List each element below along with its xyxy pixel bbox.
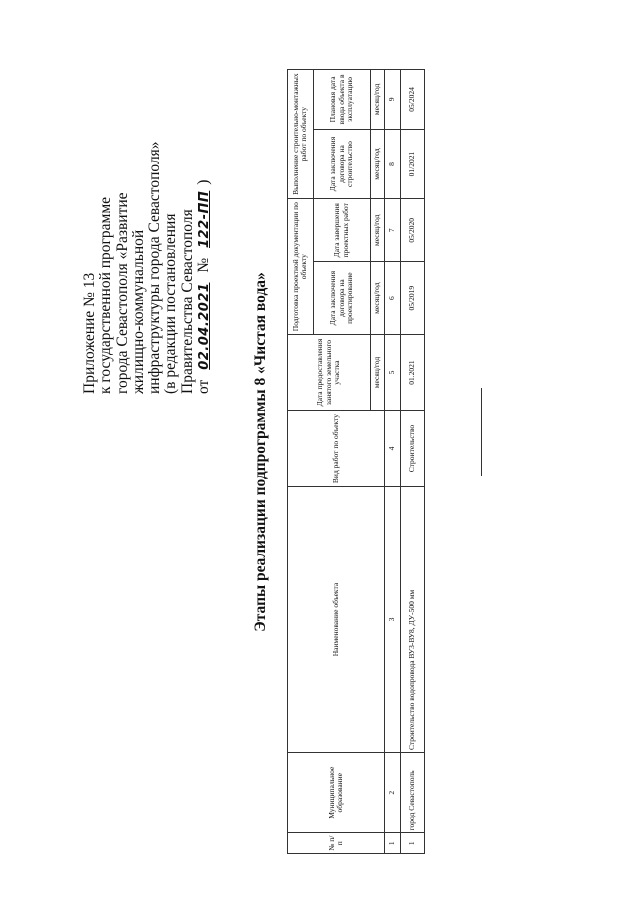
appendix-number: Приложение № 13 xyxy=(81,272,98,394)
document-title: Этапы реализации подпрограммы 8 «Чистая вода» xyxy=(252,272,269,632)
header-commissioning: Плановая дата ввода объекта в эксплуатацию xyxy=(313,70,370,130)
end-line xyxy=(481,388,482,476)
header-design-completion: Дата завершения проектных работ xyxy=(313,199,370,262)
stages-table: № п/п Муниципальное образование Наименование объекта Вид работ по объекту Дата предоставления занятого земельного участка Подготовка проектной документации по объекту Выполнение строительно-монтажных работ по объекту Дата заключения договора на проектирование Дата завершения проектных работ Дата заключения договора на строительство Плановая дата ввода объекта в эксплуатацию месяц/год месяц/год месяц/год месяц/год месяц/год 1 2 3 4 5 6 7 8 9 1 город Севастополь Строительство водопровода ВУ3-ВУ8, ДУ-500 мм Строительство 01.2021 05/2019 05/2020 01/2021 05/2024 xyxy=(287,69,425,854)
appendix-header: Приложение № 13 к государственной программе города Севастополя «Развитие жилищно-коммунальной инфраструктуры города Севастополя» (в редакции постановления Правительства Севастополя от 02.04.2021 № 122-ПП) xyxy=(82,49,213,394)
header-municipality: Муниципальное образование xyxy=(288,753,385,833)
header-num: № п/п xyxy=(288,833,385,854)
header-design-contract: Дата заключения договора на проектирование xyxy=(313,262,370,335)
decree-reference: от 02.04.2021 № 122-ПП) xyxy=(195,179,213,394)
header-land-date: Дата предоставления занятого земельного участка xyxy=(288,335,371,411)
decree-date: 02.04.2021 xyxy=(197,282,213,370)
header-design-group: Подготовка проектной документации по объекту xyxy=(288,199,314,335)
decree-number: 122-ПП xyxy=(197,190,213,248)
column-numbers-row: 1 2 3 4 5 6 7 8 9 xyxy=(385,70,401,854)
table-row: 1 город Севастополь Строительство водопровода ВУ3-ВУ8, ДУ-500 мм Строительство 01.2021 05/2019 05/2020 01/2021 05/2024 xyxy=(400,70,424,854)
header-construction-contract: Дата заключения договора на строительство xyxy=(313,129,370,198)
header-object-name: Наименование объекта xyxy=(288,487,385,753)
header-work-type: Вид работ по объекту xyxy=(288,411,385,487)
header-construction-group: Выполнение строительно-монтажных работ по объекту xyxy=(288,70,314,199)
